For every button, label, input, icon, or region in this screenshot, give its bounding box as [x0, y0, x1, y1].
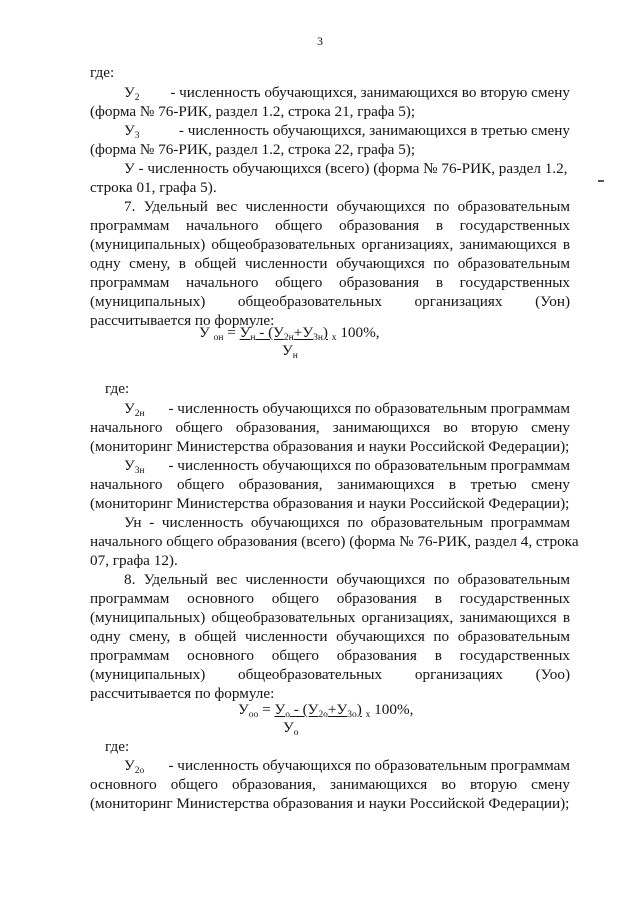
def-y3-symbol: У3: [124, 122, 140, 141]
item7-line2: программам начального общего образования в государственных: [90, 217, 570, 234]
formula8-lhs: Уоо: [238, 701, 259, 720]
formula8-fraction-numerator: Уо - (У2о+У3о): [274, 701, 362, 720]
margin-mark: [598, 180, 604, 182]
item8-line7: рассчитывается по формуле:: [90, 685, 275, 702]
def-yn-line2: начального общего образования (всего) (форма № 76-РИК, раздел 4, строка: [90, 533, 579, 550]
def-y3n-line1: У3н - численность обучающихся по образовательным программам: [124, 457, 570, 476]
item8-line1: 8. Удельный вес численности обучающихся по образовательным: [124, 571, 570, 588]
def-yn-line3: 07, графа 12).: [90, 552, 178, 569]
def-y-total-line1: У - численность обучающихся (всего) (форма № 76-РИК, раздел 1.2,: [124, 160, 568, 177]
where-label-3: где:: [105, 738, 130, 755]
def-y2n-line2: начального общего образования, занимающихся во вторую смену: [90, 419, 570, 436]
page-number: 3: [317, 34, 323, 48]
where-label: где:: [90, 64, 115, 81]
def-y2o-line3: (мониторинг Министерства образования и науки Российской Федерации);: [90, 795, 570, 812]
item7-line1: 7. Удельный вес численности обучающихся по образовательным: [124, 198, 570, 215]
item8-line4: одну смену, в общей численности обучающихся по образовательным: [90, 628, 570, 645]
def-y3-line2: (форма № 76-РИК, раздел 1.2, строка 22, графа 5);: [90, 141, 416, 158]
def-y2-line1: [124, 84, 570, 104]
def-yn-line1: Ун - численность обучающихся по образовательным программам: [124, 514, 570, 531]
formula7-denominator: Ун: [282, 342, 298, 361]
def-y3-line1: [124, 122, 570, 142]
item8-line6: (муниципальных) общеобразовательных организациях (Уоо): [90, 666, 570, 683]
formula7-lhs: У он: [199, 324, 224, 343]
where-label-2: где:: [105, 380, 130, 397]
item8-line2: программам основного общего образования в государственных: [90, 590, 570, 607]
def-y3n-line2: начального общего образования, занимающихся в третью смену: [90, 476, 570, 493]
formula7-fraction-numerator: Ун - (У2н+У3н): [239, 324, 328, 343]
def-y2-line2: (форма № 76-РИК, раздел 1.2, строка 21, графа 5);: [90, 103, 416, 120]
item7-line3: (муниципальных) общеобразовательных организациях, занимающихся в: [90, 236, 570, 253]
item7-line7: рассчитывается по формуле:: [90, 312, 275, 329]
formula8-denominator: Уо: [283, 719, 299, 738]
item8-line5: программам основного общего образования в государственных: [90, 647, 570, 664]
def-y2n-line3: (мониторинг Министерства образования и науки Российской Федерации);: [90, 438, 570, 455]
def-y2-symbol: У2: [124, 84, 140, 103]
def-y2-text: - численность обучающихся, занимающихся во вторую смену: [170, 84, 570, 101]
def-y3-text: - численность обучающихся, занимающихся в третью смену: [178, 122, 570, 139]
def-y3n-symbol: У3н: [124, 457, 145, 476]
item7-line6: (муниципальных) общеобразовательных организациях (Уон): [90, 293, 570, 310]
item8-line3: (муниципальных) общеобразовательных организациях, занимающихся в: [90, 609, 570, 626]
def-y2n-line1: У2н - численность обучающихся по образовательным программам: [124, 400, 570, 419]
item7-line5: программам начального общего образования в государственных: [90, 274, 570, 291]
def-y-total-line2: строка 01, графа 5).: [90, 179, 217, 196]
def-y2o-line1: У2о - численность обучающихся по образовательным программам: [124, 757, 570, 776]
formula8-numerator: Уоо = Уо - (У2о+У3о) х 100%,: [238, 701, 414, 720]
def-y2o-line2: основного общего образования, занимающихся во вторую смену: [90, 776, 570, 793]
def-y3n-line3: (мониторинг Министерства образования и науки Российской Федерации);: [90, 495, 570, 512]
item7-line4: одну смену, в общей численности обучающихся по образовательным: [90, 255, 570, 272]
def-y2o-symbol: У2о: [124, 757, 145, 776]
formula7-numerator: У он = Ун - (У2н+У3н) х 100%,: [199, 324, 380, 343]
def-y2n-symbol: У2н: [124, 400, 145, 419]
